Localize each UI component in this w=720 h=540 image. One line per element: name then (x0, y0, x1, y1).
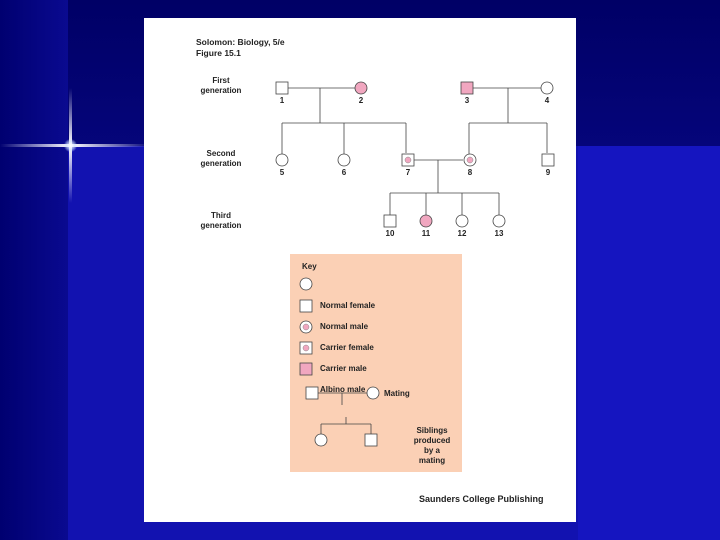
key-label-normal-female: Normal female (320, 301, 376, 310)
individual-7-carrier-dot (405, 157, 411, 163)
individual-number-4: 4 (544, 96, 550, 105)
pedigree-chart (144, 18, 576, 258)
individual-number-8: 8 (467, 168, 473, 177)
key-normal-male-icon (300, 300, 312, 312)
key-mating-female-icon (367, 387, 379, 399)
individual-5-normal-female-symbol (276, 154, 288, 166)
individual-number-5: 5 (279, 168, 285, 177)
individual-number-12: 12 (457, 229, 467, 238)
key-label-carrier-female: Carrier female (320, 343, 374, 352)
individual-4-normal-female-symbol (541, 82, 553, 94)
sparkle-star-icon (64, 139, 77, 152)
key-mating-male-icon (306, 387, 318, 399)
individual-1-normal-male-symbol (276, 82, 288, 94)
individual-numbers (280, 96, 551, 238)
individual-number-9: 9 (545, 168, 551, 177)
background-left-band (0, 0, 68, 540)
key-normal-female-icon (300, 278, 312, 290)
background-right-panel (578, 146, 720, 540)
key-label-siblings: Siblings produced by a mating (413, 426, 451, 465)
individual-8-carrier-dot (467, 157, 473, 163)
individual-number-3: 3 (464, 96, 470, 105)
generation-label-third: Third generation (200, 211, 242, 230)
key-sibling-female-icon (315, 434, 327, 446)
pedigree-symbols (276, 82, 554, 227)
individual-number-2: 2 (358, 96, 364, 105)
individual-3-albino-male-symbol (461, 82, 473, 94)
key-label-mating: Mating (384, 389, 410, 398)
pedigree-lines (279, 88, 547, 215)
individual-9-normal-male-symbol (542, 154, 554, 166)
key-label-carrier-male: Carrier male (320, 364, 367, 373)
individual-number-7: 7 (405, 168, 411, 177)
individual-2-albino-female-symbol (355, 82, 367, 94)
individual-number-1: 1 (279, 96, 285, 105)
generation-label-first: First generation (200, 76, 242, 95)
legend-key-box (290, 254, 462, 472)
individual-10-normal-male-symbol (384, 215, 396, 227)
individual-number-6: 6 (341, 168, 347, 177)
individual-12-normal-female-symbol (456, 215, 468, 227)
individual-number-13: 13 (494, 229, 504, 238)
generation-label-second: Second generation (200, 149, 242, 168)
individual-6-normal-female-symbol (338, 154, 350, 166)
individual-13-normal-female-symbol (493, 215, 505, 227)
key-albino-male-icon (300, 363, 312, 375)
key-sibling-male-icon (365, 434, 377, 446)
individual-number-11: 11 (421, 229, 431, 238)
key-title: Key (302, 262, 317, 271)
individual-number-10: 10 (385, 229, 395, 238)
publisher-credit: Saunders College Publishing (419, 494, 544, 504)
individual-11-albino-female-symbol (420, 215, 432, 227)
caption-source: Solomon: Biology, 5/e (196, 37, 285, 47)
key-label-normal-male: Normal male (320, 322, 369, 331)
key-label-albino-male: Albino male (320, 385, 366, 394)
figure-panel (144, 18, 576, 522)
caption-figure-number: Figure 15.1 (196, 48, 241, 58)
